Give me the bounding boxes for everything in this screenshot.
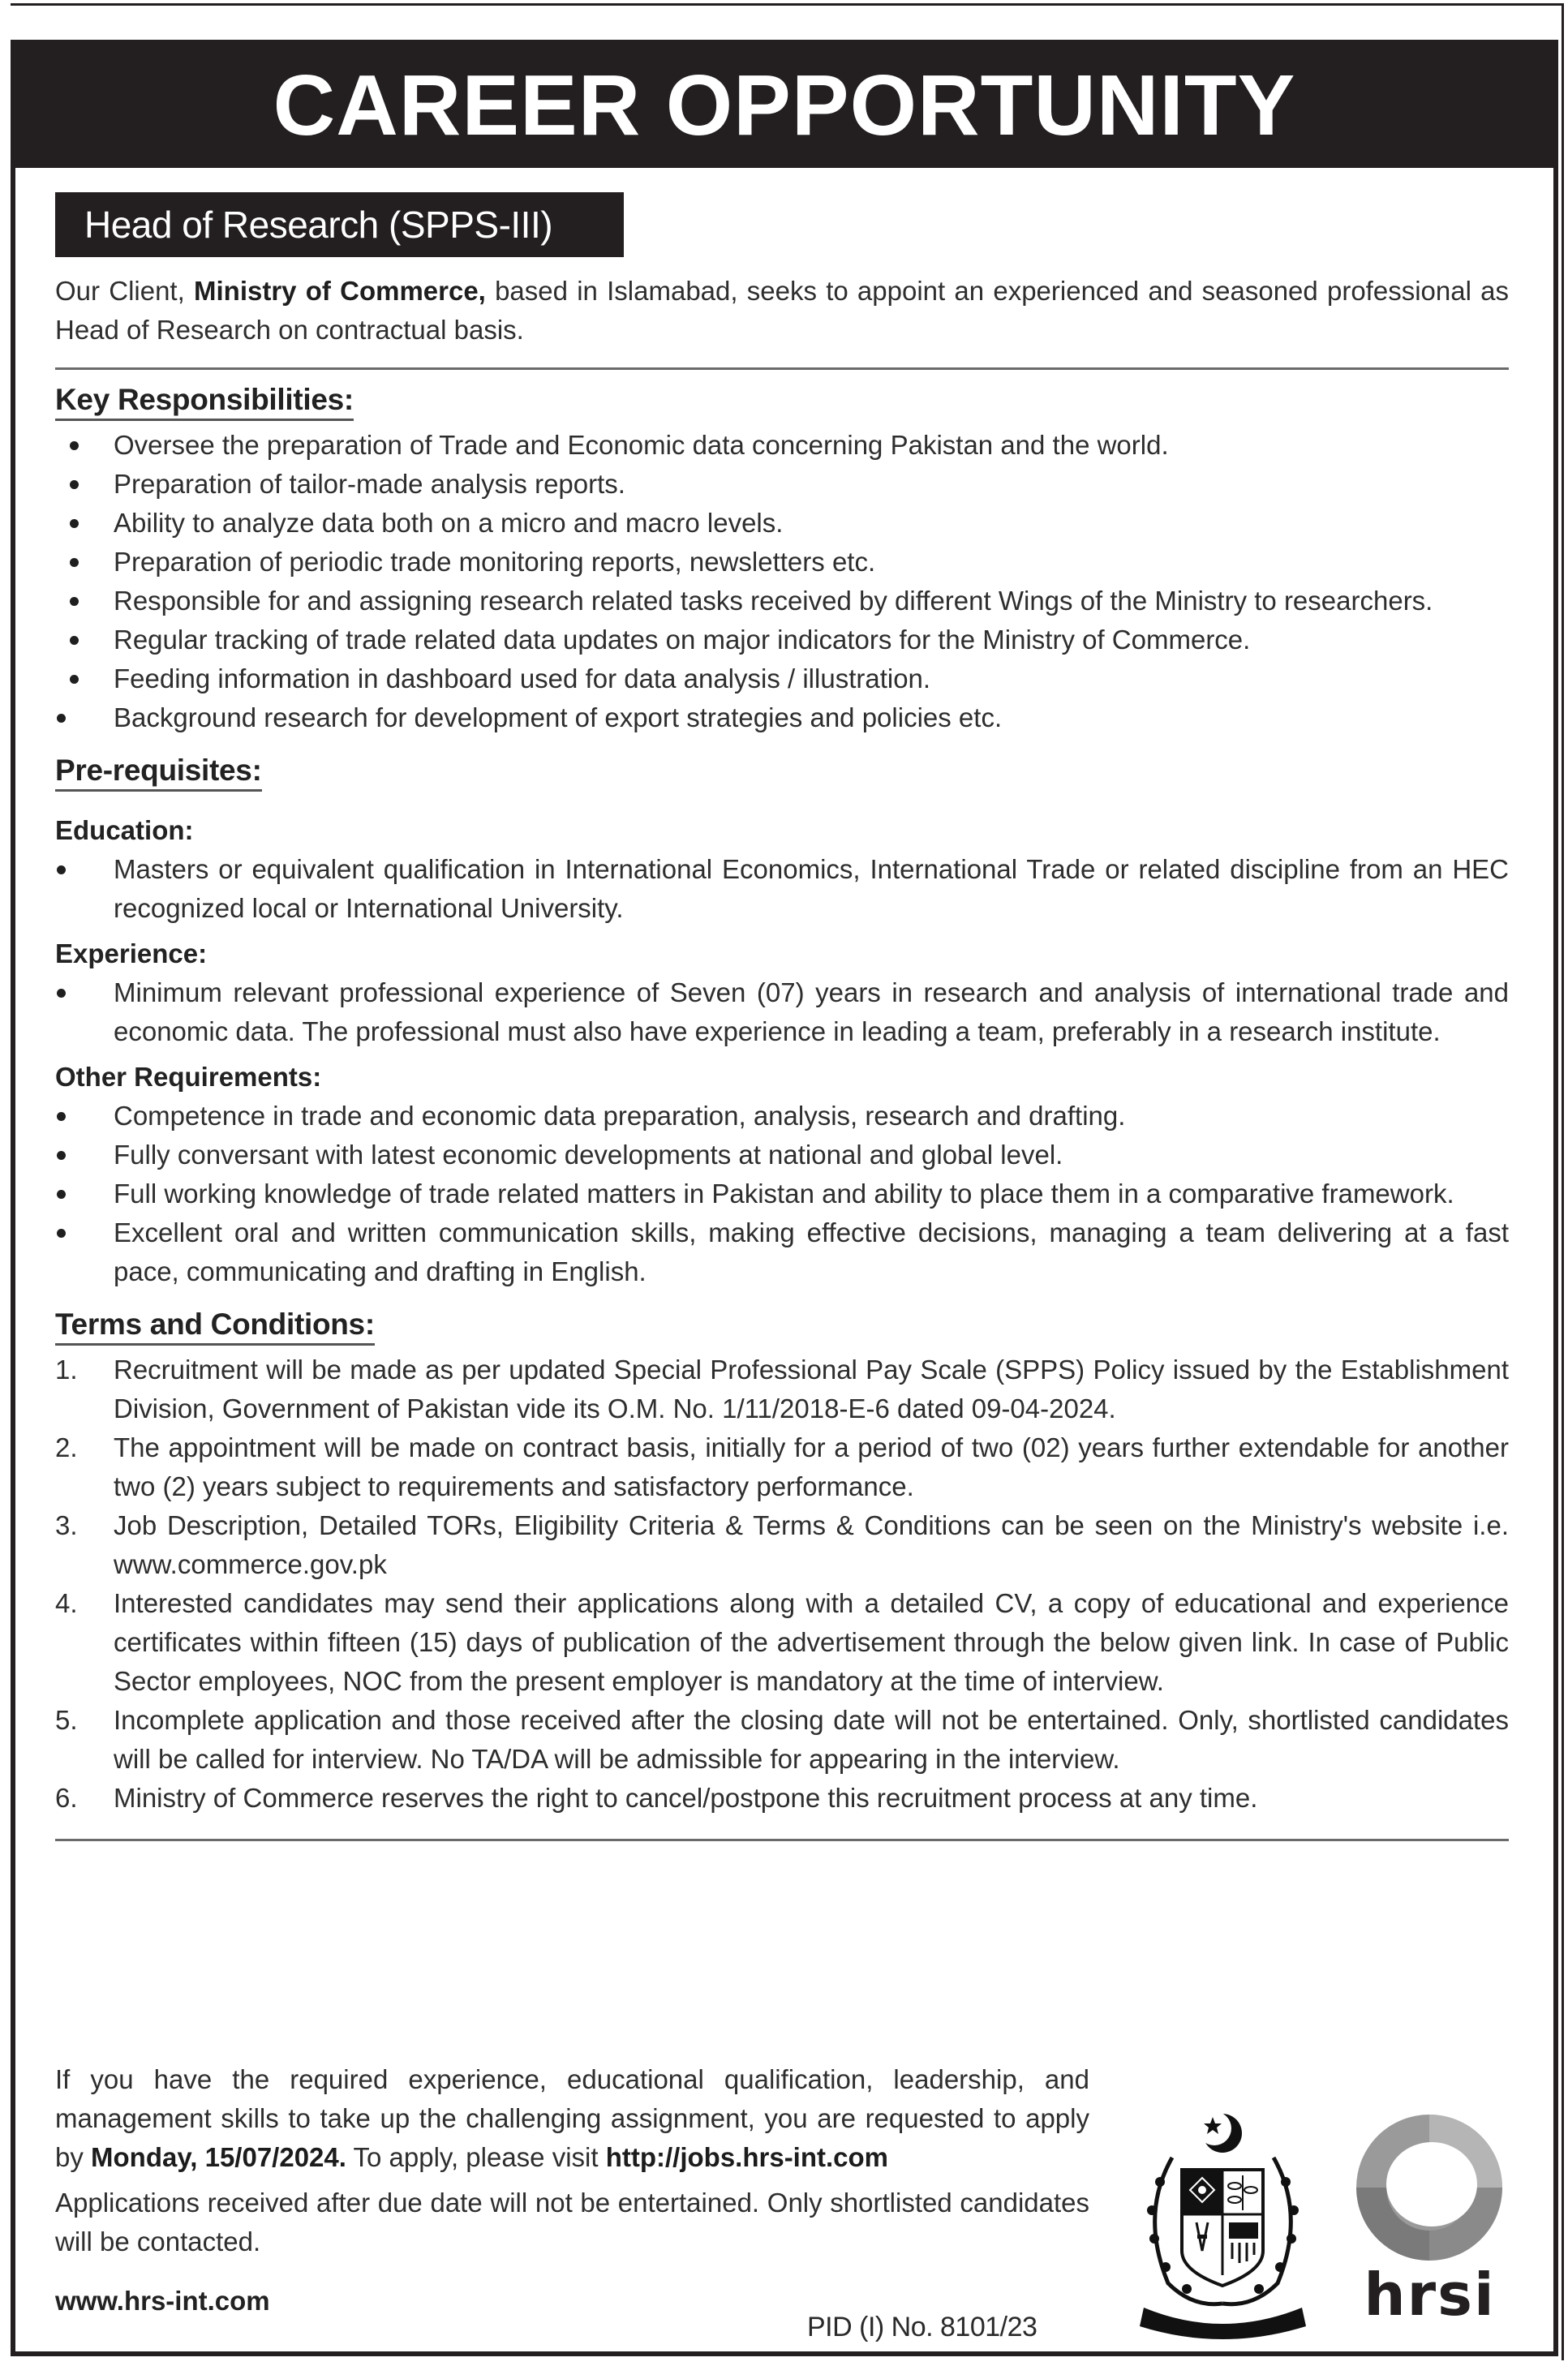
list-item: 3. Job Description, Detailed TORs, Eligibility Criteria & Terms & Conditions can be seen on the Ministry's website i.e. www.commerce.gov.pk bbox=[55, 1506, 1509, 1584]
closing-section bbox=[55, 2060, 1089, 2261]
bullet-icon bbox=[57, 1112, 66, 1121]
bullet-icon bbox=[70, 675, 79, 684]
list-item: Preparation of periodic trade monitoring reports, newsletters etc. bbox=[55, 543, 1509, 582]
bullet-icon bbox=[70, 636, 79, 645]
other-requirements-label: Other Requirements: bbox=[55, 1062, 322, 1092]
section-divider bbox=[55, 367, 1509, 370]
bullet-icon bbox=[57, 1229, 66, 1238]
intro-prefix: Our Client, bbox=[55, 276, 194, 306]
list-item: Preparation of tailor-made analysis reports. bbox=[55, 465, 1509, 504]
position-badge bbox=[55, 192, 624, 257]
advertisement-body bbox=[55, 272, 1509, 1853]
late-applications-note: Applications received after due date will not be entertained. Only shortlisted candidates will be contacted. bbox=[55, 2188, 1089, 2257]
experience-label: Experience: bbox=[55, 938, 208, 968]
key-responsibilities-list bbox=[55, 426, 1509, 737]
bullet-icon bbox=[57, 1190, 66, 1199]
terms-list bbox=[55, 1350, 1509, 1818]
list-item: Minimum relevant professional experience of Seven (07) years in research and analysis of international trade and economic data. The professional must also have experience in leading a team, preferably in a research institute. bbox=[55, 973, 1509, 1051]
list-item: Ability to analyze data both on a micro and macro levels. bbox=[55, 504, 1509, 543]
bullet-icon bbox=[57, 989, 66, 998]
bullet-icon bbox=[70, 558, 79, 567]
header-banner bbox=[11, 40, 1558, 168]
client-name: Ministry of Commerce, bbox=[194, 276, 486, 306]
list-item: Background research for development of export strategies and policies etc. bbox=[55, 698, 1509, 737]
list-item: Masters or equivalent qualification in International Economics, International Trade or related discipline from an HEC recognized local or International University. bbox=[55, 850, 1509, 928]
prerequisites-heading: Pre-requisites: bbox=[55, 754, 262, 792]
apply-link[interactable]: http://jobs.hrs-int.com bbox=[605, 2142, 889, 2172]
hrsi-logo bbox=[1351, 2113, 1509, 2332]
top-frame-rule bbox=[11, 3, 1564, 6]
terms-heading: Terms and Conditions: bbox=[55, 1308, 375, 1346]
bullet-icon bbox=[70, 480, 79, 489]
apply-instructions: If you have the required experience, educational qualification, leadership, and management skills to take up the challenging assignment, you are requested to apply by Monday, 15/07/2024. To apply, please visit http://jobs.hrs-int.com bbox=[55, 2064, 1089, 2172]
deadline-date: Monday, 15/07/2024. bbox=[91, 2142, 346, 2172]
intro-paragraph bbox=[55, 272, 1509, 350]
bullet-icon bbox=[70, 519, 79, 528]
list-item: 4. Interested candidates may send their applications along with a detailed CV, a copy of educational and experience certificates within fifteen (15) days of publication of the advertisement through the below given link. In case of Public Sector employees, NOC from the present employer is mandatory at the time of interview. bbox=[55, 1584, 1509, 1701]
bullet-icon bbox=[70, 441, 79, 450]
item-number: 4. bbox=[55, 1588, 78, 1618]
page-title: CAREER OPPORTUNITY bbox=[273, 58, 1296, 153]
list-item: Responsible for and assigning research related tasks received by different Wings of the Ministry to researchers. bbox=[55, 582, 1509, 620]
bullet-icon bbox=[57, 1151, 66, 1160]
list-item: Regular tracking of trade related data updates on major indicators for the Ministry of Commerce. bbox=[55, 620, 1509, 659]
hrsi-wordmark: hrsi bbox=[1364, 2261, 1496, 2329]
item-number: 6. bbox=[55, 1783, 78, 1813]
key-responsibilities-heading: Key Responsibilities: bbox=[55, 383, 354, 421]
experience-list bbox=[55, 973, 1509, 1051]
hrsi-ring-icon bbox=[1351, 2113, 1509, 2263]
pid-number: PID (I) No. 8101/23 bbox=[807, 2312, 1037, 2342]
list-item: Fully conversant with latest economic developments at national and global level. bbox=[55, 1136, 1509, 1174]
intro-suffix: based in Islamabad, seeks to appoint an experienced and seasoned professional as Head of Research on contractual basis. bbox=[55, 276, 1509, 345]
list-item: 5. Incomplete application and those received after the closing date will not be entertained. Only, shortlisted candidates will be called for interview. No TA/DA will be admissible for appearing in the interview. bbox=[55, 1701, 1509, 1779]
bullet-icon bbox=[57, 865, 66, 874]
other-requirements-list bbox=[55, 1097, 1509, 1291]
bullet-icon bbox=[70, 597, 79, 606]
bullet-icon bbox=[57, 714, 66, 723]
list-item: Feeding information in dashboard used for data analysis / illustration. bbox=[55, 659, 1509, 698]
agency-website-link[interactable]: www.hrs-int.com bbox=[55, 2286, 270, 2316]
position-title: Head of Research (SPPS-III) bbox=[84, 204, 553, 246]
right-frame-rule bbox=[1562, 3, 1564, 2360]
education-list bbox=[55, 850, 1509, 928]
list-item: Full working knowledge of trade related matters in Pakistan and ability to place them in a comparative framework. bbox=[55, 1174, 1509, 1213]
section-divider bbox=[55, 1839, 1509, 1841]
list-item: 6. Ministry of Commerce reserves the right to cancel/postpone this recruitment process at any time. bbox=[55, 1779, 1509, 1818]
item-number: 1. bbox=[55, 1355, 78, 1385]
list-item: 2. The appointment will be made on contract basis, initially for a period of two (02) years further extendable for another two (2) years subject to requirements and satisfactory performance. bbox=[55, 1428, 1509, 1506]
education-label: Education: bbox=[55, 815, 194, 845]
list-item: Excellent oral and written communication skills, making effective decisions, managing a team delivering at a fast pace, communicating and drafting in English. bbox=[55, 1213, 1509, 1291]
item-number: 2. bbox=[55, 1432, 78, 1462]
list-item: 1. Recruitment will be made as per updated Special Professional Pay Scale (SPPS) Policy issued by the Establishment Division, Government of Pakistan vide its O.M. No. 1/11/2018-E-6 dated 09-04-2024. bbox=[55, 1350, 1509, 1428]
pakistan-state-emblem-icon bbox=[1123, 2109, 1322, 2340]
item-number: 5. bbox=[55, 1705, 78, 1735]
list-item: Competence in trade and economic data preparation, analysis, research and drafting. bbox=[55, 1097, 1509, 1136]
item-number: 3. bbox=[55, 1510, 78, 1540]
list-item: Oversee the preparation of Trade and Economic data concerning Pakistan and the world. bbox=[55, 426, 1509, 465]
